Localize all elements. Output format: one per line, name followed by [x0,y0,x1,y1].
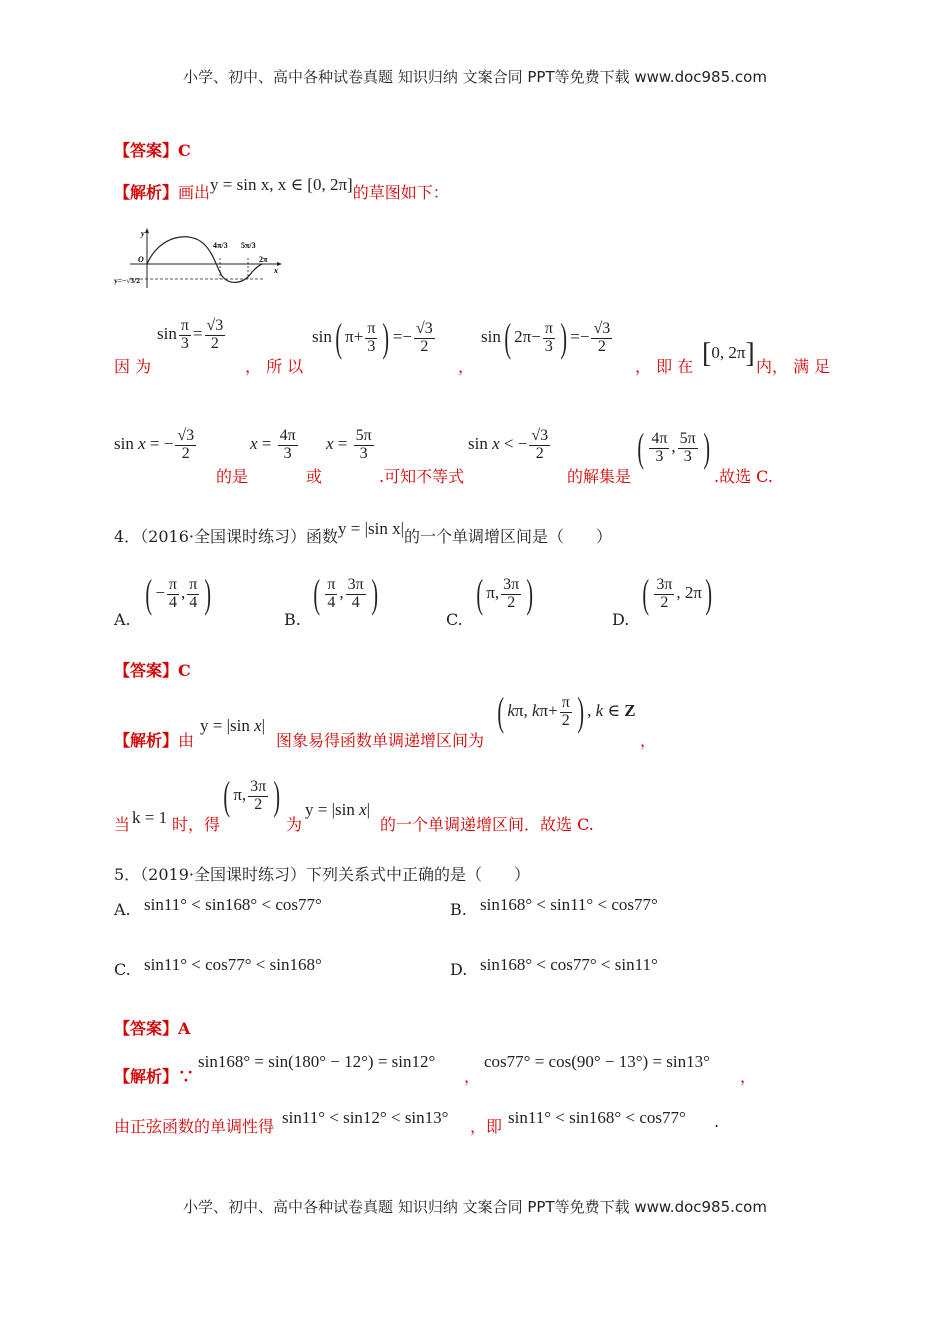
expr-x-4pi3: x = $\frac{4\pi}{3}$ [250,427,296,462]
q4-option-a-label: A. [114,610,131,629]
q5-option-c: sin11° < cos77° < sin168° [144,955,322,974]
q4-expr-abs-sin-2: y = |sin x| [305,800,371,819]
sine-graph [114,226,286,296]
y-axis-arrow [145,228,149,233]
expr-sin-pi-plus: sin( π+ $\frac{\pi}{3}$ ) =− $\frac{√3}{2}$ [312,315,433,360]
expr-sin-2pi-minus: sin( 2π− $\frac{\pi}{3}$ ) =− $\frac{√3}{2}$ [481,315,611,360]
x-label: x [274,266,278,275]
q4-expr-abs-sin: y = |sin x| [200,716,266,735]
q4-option-c-label: C. [446,610,463,629]
expr-solution-interval: ( $\frac{4\pi}{3}$ , $\frac{5\pi}{3}$ ) [637,425,710,470]
q3-jizai: ， 即 在 [635,357,694,376]
q3-suoyi: ， 所 以 [245,357,304,376]
y-label: y [141,229,145,238]
q3-yinwei: 因 为 [114,357,152,376]
q5-option-b: sin168° < sin11° < cos77° [480,895,658,914]
q5-line2-expr2: sin11° < sin168° < cos77° [508,1108,686,1127]
q5-option-c-label: C. [114,960,131,979]
q5-answer: 【答案】A [114,1019,191,1038]
tick-5pi-3: 5π/3 [241,241,256,250]
q4-option-d-label: D. [612,610,630,629]
q5-option-d: sin168° < cos77° < sin11° [480,955,658,974]
line-label: y=−√3/2 [114,276,140,285]
q3-analysis-line: 【解析】画出y = sin x, x ∈ [0, 2π]的草图如下： [114,175,449,202]
expr-sinx-eq: sin x = − $\frac{√3}{2}$ [114,427,195,462]
q5-option-b-label: B. [450,900,467,919]
q4-option-b: ( $\frac{\pi}{4}$ , $\frac{3\pi}{4}$ ) [313,571,378,616]
q4-option-a: ( − $\frac{\pi}{4}$ , $\frac{\pi}{4}$ ) [145,571,212,616]
q4-option-c: ( π, $\frac{3\pi}{2}$ ) [476,571,534,616]
q5-line2-expr1: sin11° < sin12° < sin13° [282,1108,449,1127]
q4-expr-pi-3pi2: ( π, $\frac{3\pi}{2}$ ) [223,773,281,818]
q5-expr-1: sin168° = sin(180° − 12°) = sin12° [198,1052,436,1071]
q3-answer: 【答案】C [114,141,191,160]
expr-sinx-lt: sin x < − $\frac{√3}{2}$ [468,427,549,462]
expr-interval-0-2pi: [0, 2π] [702,338,755,369]
q5-option-a-label: A. [114,900,131,919]
origin-label: O [138,255,144,264]
q4-option-d: ( $\frac{3\pi}{2}$ , 2π) [642,571,712,616]
q3-nei: 内， 满 足 [756,357,831,376]
q4-stem: 4．（2016·全国课时练习）函数y = |sin x|的一个单调增区间是（ ） [114,519,612,546]
q4-analysis-label: 【解析】由 [114,731,195,750]
q4-expr-intervals: ( kπ, kπ+ $\frac{\pi}{2}$ ) , k ∈ Z [497,689,636,734]
tick-4pi-3: 4π/3 [213,241,228,250]
q5-analysis-label: 【解析】∵ [114,1067,195,1086]
q5-option-d-label: D. [450,960,468,979]
tick-2pi: 2π [259,255,268,264]
expr-sin-pi3: sin $\frac{\pi}{3}$ = $\frac{√3}{2}$ [157,317,224,352]
q4-option-b-label: B. [284,610,301,629]
q5-line2-text: 由正弦函数的单调性得 [114,1117,275,1136]
q5-option-a: sin11° < sin168° < cos77° [144,895,322,914]
q4-answer: 【答案】C [114,661,191,680]
page-header: 小学、初中、高中各种试卷真题 知识归纳 文案合同 PPT等免费下载 www.doc985.com [183,68,767,86]
q4-k-eq-1: k = 1 [132,808,168,827]
page-footer: 小学、初中、高中各种试卷真题 知识归纳 文案合同 PPT等免费下载 www.doc985.com [183,1198,767,1216]
q5-stem: 5．（2019·全国课时练习）下列关系式中正确的是（ ） [114,865,530,884]
q5-expr-2: cos77° = cos(90° − 13°) = sin13° [484,1052,710,1071]
expr-x-5pi3: x = $\frac{5\pi}{3}$ [326,427,372,462]
